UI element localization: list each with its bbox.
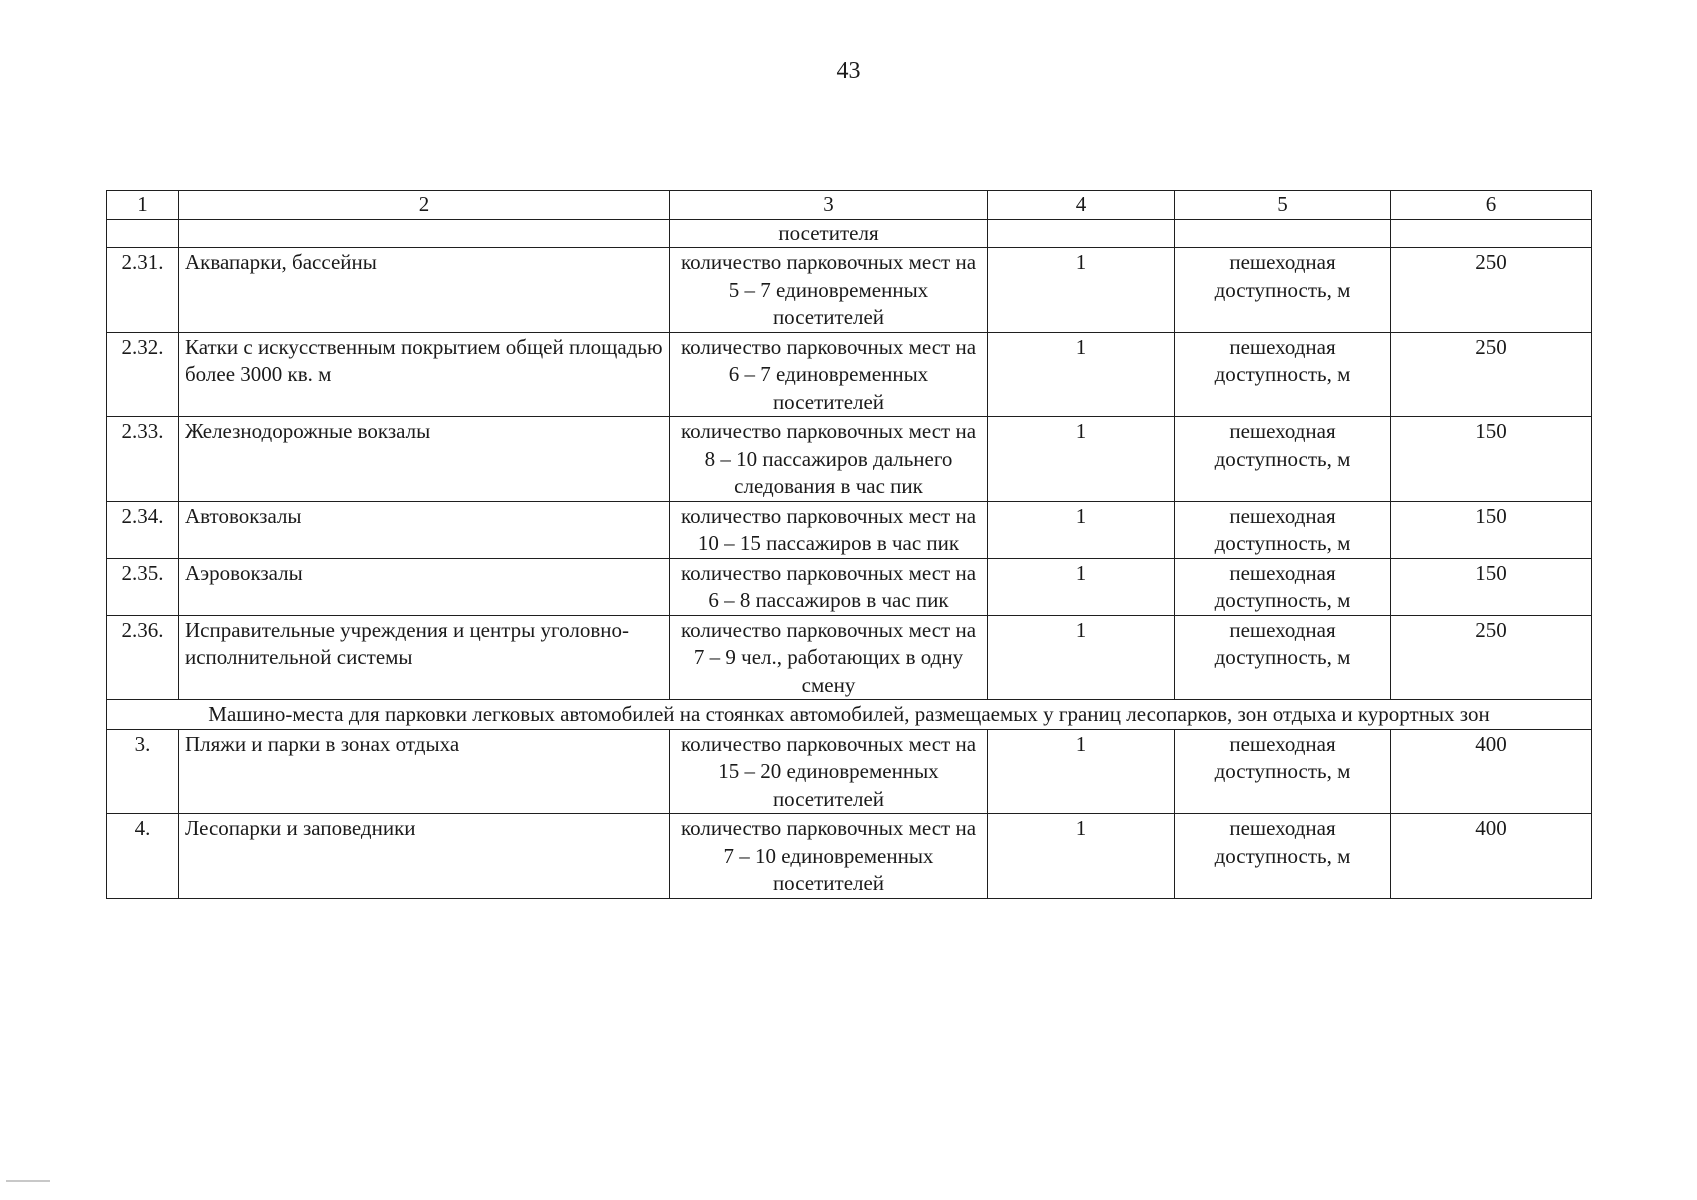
section-heading-row	[107, 700, 1592, 730]
accessibility-value: 400	[1391, 814, 1592, 899]
row-number: 2.33.	[107, 417, 179, 502]
facility-name: Катки с искусственным покрытием общей площадью более 3000 кв. м	[179, 332, 670, 417]
accessibility-value	[1391, 219, 1592, 248]
coefficient: 1	[988, 501, 1175, 558]
row-number	[107, 219, 179, 248]
calculation-unit: количество парковочных мест на 7 – 10 единовременных посетителей	[670, 814, 988, 899]
row-number: 3.	[107, 729, 179, 814]
coefficient: 1	[988, 814, 1175, 899]
accessibility-value: 150	[1391, 417, 1592, 502]
accessibility-type: пешеходная доступность, м	[1175, 248, 1391, 333]
table-row	[107, 814, 1592, 899]
facility-name: Аэровокзалы	[179, 558, 670, 615]
accessibility-value: 150	[1391, 558, 1592, 615]
page-number: 43	[836, 58, 861, 84]
accessibility-value: 400	[1391, 729, 1592, 814]
accessibility-type: пешеходная доступность, м	[1175, 558, 1391, 615]
coefficient	[988, 219, 1175, 248]
accessibility-value: 250	[1391, 248, 1592, 333]
facility-name: Автовокзалы	[179, 501, 670, 558]
coefficient: 1	[988, 558, 1175, 615]
table-row	[107, 615, 1592, 700]
facility-name: Лесопарки и заповедники	[179, 814, 670, 899]
column-number-row	[107, 191, 1592, 220]
continuation-row	[107, 219, 1592, 248]
calculation-unit: посетителя	[670, 219, 988, 248]
facility-name: Пляжи и парки в зонах отдыха	[179, 729, 670, 814]
calculation-unit: количество парковочных мест на 8 – 10 пассажиров дальнего следования в час пик	[670, 417, 988, 502]
calculation-unit: количество парковочных мест на 5 – 7 единовременных посетителей	[670, 248, 988, 333]
table-row	[107, 729, 1592, 814]
facility-name: Железнодорожные вокзалы	[179, 417, 670, 502]
accessibility-value: 250	[1391, 615, 1592, 700]
row-number: 2.32.	[107, 332, 179, 417]
coefficient: 1	[988, 729, 1175, 814]
column-number: 6	[1391, 191, 1592, 220]
calculation-unit: количество парковочных мест на 7 – 9 чел., работающих в одну смену	[670, 615, 988, 700]
row-number: 4.	[107, 814, 179, 899]
row-number: 2.34.	[107, 501, 179, 558]
accessibility-type: пешеходная доступность, м	[1175, 814, 1391, 899]
table-row	[107, 248, 1592, 333]
calculation-unit: количество парковочных мест на 15 – 20 единовременных посетителей	[670, 729, 988, 814]
calculation-unit: количество парковочных мест на 6 – 7 единовременных посетителей	[670, 332, 988, 417]
accessibility-type	[1175, 219, 1391, 248]
scan-artifact-line	[6, 1180, 50, 1182]
accessibility-type: пешеходная доступность, м	[1175, 729, 1391, 814]
facility-name	[179, 219, 670, 248]
facility-name: Исправительные учреждения и центры уголовно-исполнительной системы	[179, 615, 670, 700]
column-number: 3	[670, 191, 988, 220]
row-number: 2.36.	[107, 615, 179, 700]
row-number: 2.31.	[107, 248, 179, 333]
accessibility-type: пешеходная доступность, м	[1175, 615, 1391, 700]
column-number: 4	[988, 191, 1175, 220]
accessibility-type: пешеходная доступность, м	[1175, 417, 1391, 502]
coefficient: 1	[988, 332, 1175, 417]
accessibility-value: 250	[1391, 332, 1592, 417]
accessibility-value: 150	[1391, 501, 1592, 558]
facility-name: Аквапарки, бассейны	[179, 248, 670, 333]
column-number: 1	[107, 191, 179, 220]
section-heading: Машино-места для парковки легковых автомобилей на стоянках автомобилей, размещаемых у границ лесопарков, зон отдыха и курортных зон	[107, 700, 1592, 730]
accessibility-type: пешеходная доступность, м	[1175, 501, 1391, 558]
table-row	[107, 558, 1592, 615]
accessibility-type: пешеходная доступность, м	[1175, 332, 1391, 417]
row-number: 2.35.	[107, 558, 179, 615]
calculation-unit: количество парковочных мест на 10 – 15 пассажиров в час пик	[670, 501, 988, 558]
table-row	[107, 417, 1592, 502]
table-row	[107, 501, 1592, 558]
coefficient: 1	[988, 417, 1175, 502]
column-number: 5	[1175, 191, 1391, 220]
parking-norms-table	[106, 190, 1592, 899]
coefficient: 1	[988, 248, 1175, 333]
column-number: 2	[179, 191, 670, 220]
coefficient: 1	[988, 615, 1175, 700]
table-row	[107, 332, 1592, 417]
calculation-unit: количество парковочных мест на 6 – 8 пассажиров в час пик	[670, 558, 988, 615]
